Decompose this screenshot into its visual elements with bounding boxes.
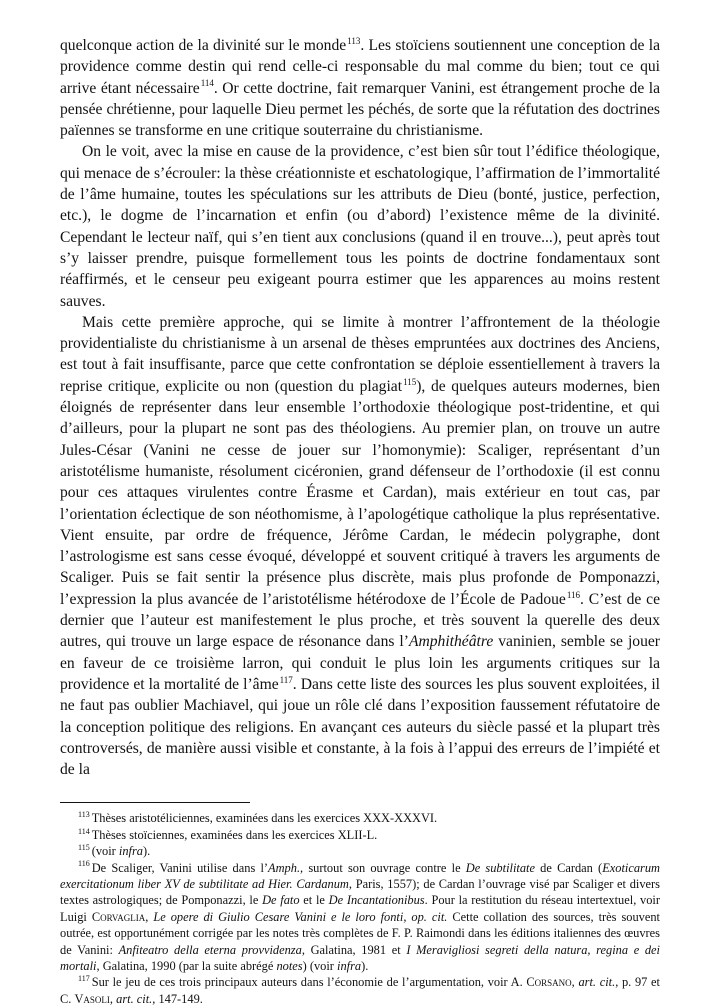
body-text (60, 35, 660, 780)
italic-text: Le opere di Giulio Cesare Vanini e le loro fonti (153, 909, 404, 924)
paragraph-text: . Dans cette liste des sources les plus souvent exploitées, il ne faut pas oublier Machiavel, qui joue un rôle clé dans l’exposition faussement réfutatoire de la conception politique des religions. En avançant ces auteurs du siècle passé et la plupart très controversés, de manière aussi visible et constante, à la fois à l’appui des erreurs de l’impiété et de la (60, 675, 660, 779)
author-name: Vasoli (74, 991, 110, 1006)
footnote-text: , Galatina, 1981 et (301, 942, 407, 957)
italic-text: art. cit. (116, 991, 153, 1006)
author-name: Corsano (526, 975, 572, 990)
footnote-text: , (145, 909, 154, 924)
footnote-number: 113 (78, 810, 90, 820)
footnote (60, 974, 660, 1007)
footnote-text: , Galatina, 1990 (par la suite abrégé (96, 959, 277, 974)
paragraph-text: ), de quelques auteurs modernes, bien éloignés de représenter dans leur ensemble l’orthodoxie théologique post-tridentine, et qui d’ailleurs, pour la plupart ne sont pas des théologiens. Au premier plan, on trouve un autre Jules-César (Vanini ne cesse de jouer sur l’homonymie): Scaliger, représentant d’un aristotélisme humaniste, résolument cicéronien, grand défenseur de l’orthodoxie (il est connu pour ces attaques virulentes contre Érasme et Cardan), mais extérieur en tout cas, par l’orientation éclectique de son néothomisme, à l’apologétique catholique la plus représentative. Vient ensuite, par ordre de fréquence, Jérôme Cardan, le médecin polygraphe, dont l’astrologisme est sans cesse évoqué, développé et souvent critiqué à travers les arguments de Scaliger. Puis se fait sentir la présence plus discrète, mais plus profonde de Pomponazzi, l’expression la plus avancée de l’aristotélisme hétérodoxe de l’École de Padoue (60, 377, 660, 608)
italic-text: De Incantationibus (328, 893, 425, 908)
italic-text: Anfiteatro della eterna provvidenza (118, 942, 302, 957)
footnote-text: Thèses aristotéliciennes, examinées dans les exercices XXX-XXXVI. (91, 811, 438, 826)
italic-text: art. cit. (578, 975, 616, 990)
paragraph-text: quelconque action de la divinité sur le monde (60, 37, 347, 54)
footnote-text: de Cardan ( (534, 860, 603, 875)
footnote (60, 810, 660, 826)
footnote-text: , p. 97 et C. (60, 975, 660, 1006)
page (60, 35, 660, 1007)
paragraph-text: vaninien, semble se jouer en faveur de ce troisième larron, qui conduit le plus loin les arguments critiques sur la providence et la mortalité de l’âme (60, 633, 660, 693)
footnote-reference: 114 (200, 78, 214, 89)
footnote-text: , Paris, 1557); de Cardan l’ouvrage visé par Scaliger et divers textes astrologiques; de Pomponazzi, le (60, 877, 660, 908)
italic-text: I Meravigliosi segreti della natura, regina e dei mortali (60, 942, 660, 974)
footnote-text: ). (143, 844, 151, 859)
footnote-number: 114 (78, 826, 90, 836)
footnote-reference: 116 (566, 589, 581, 600)
footnote-reference: 115 (403, 376, 417, 387)
italic-text: infra (337, 959, 362, 974)
footnote-text: et le (299, 893, 329, 908)
italic-text: Amphithéâtre (408, 633, 494, 651)
italic-text: De subtilitate (465, 860, 535, 875)
footnote-text: ) (voir (302, 959, 338, 974)
paragraph (60, 312, 660, 781)
italic-text: infra (118, 844, 143, 859)
italic-text: Amph., (268, 860, 304, 875)
author-name: Corvaglia (91, 909, 146, 924)
footnote-separator (60, 802, 250, 803)
paragraph-text: . Or cette doctrine, fait remarquer Vanini, est étrangement proche de la pensée chrétienne, pour laquelle Dieu permet les péchés, de sorte que la réfutation des doctrines païennes se transforme en une critique souterraine du christianisme. (60, 79, 661, 140)
footnote-reference: 117 (279, 674, 293, 685)
footnote (60, 827, 660, 843)
paragraph-text: . C’est de ce dernier que l’auteur est manifestement le plus proche, et très souvent la querelle des deux autres, qui trouve un large espace de résonance dans l’ (60, 590, 660, 651)
paragraph (60, 141, 660, 311)
footnote-text: Cette collation des sources, très souvent outrée, est opportunément corrigée par les notes très complètes de F. P. Raimondi dans les éditions italiennes des œuvres de Vanini: (60, 909, 660, 957)
footnote-text: , (403, 909, 412, 924)
footnotes (60, 810, 660, 1007)
footnote-number: 117 (78, 974, 90, 984)
italic-text: notes (276, 959, 303, 974)
footnote-number: 115 (78, 843, 90, 853)
footnote (60, 843, 660, 859)
footnote-text: , (571, 975, 579, 990)
paragraph (60, 35, 660, 141)
footnote-text: . Pour la restitution du réseau intertextuel, voir Luigi (60, 893, 660, 924)
paragraph-text: On le voit, avec la mise en cause de la providence, c’est bien sûr tout l’édifice théologique, qui menace de s’écrouler: la thèse créationniste et eschatologique, l’affirmation de l’immortalité de l’âme humaine, toutes les spéculations sur les attributs de Dieu (bonté, justice, perfection, etc.), le dogme de l’incarnation et enfin (ou d’abord) l’existence même de la divinité. Cependant le lecteur naïf, qui s’en tient aux conclusions (quand il en trouve...), peut après tout s’y laisser prendre, puisque formellement tous les points de doctrine fondamentaux sont réaffirmés, et le censeur peu exigeant pourra estimer que les apparences au moins restent sauves. (60, 143, 660, 310)
footnote-text: , (109, 991, 117, 1006)
footnote-text: surtout son ouvrage contre le (303, 860, 466, 875)
italic-text: Exoticarum exercitationum liber XV de subtilitate ad Hier. Cardanum (60, 860, 660, 892)
footnote-text: ). (361, 959, 369, 974)
footnote-reference: 113 (347, 35, 361, 46)
footnote-text: , 147-149. (152, 991, 203, 1006)
footnote (60, 860, 660, 975)
italic-text: De fato (262, 893, 300, 908)
paragraph-text: Mais cette première approche, qui se limite à montrer l’affrontement de la théologie providentialiste du christianisme à un arsenal de thèses empruntées aux doctrines des Anciens, est tout à fait insuffisante, parce que cette confrontation se déploie essentiellement à travers la reprise critique, explicite ou non (question du plagiat (60, 313, 660, 395)
footnote-number: 116 (78, 859, 90, 869)
paragraph-text: . Les stoïciens soutiennent une conception de la providence comme destin qui rend celle-ci responsable du mal comme du bien; tout ce qui arrive étant nécessaire (60, 37, 660, 97)
footnote-text: Thèses stoïciennes, examinées dans les exercices XLII-L. (91, 827, 378, 842)
footnote-text: De Scaliger, Vanini utilise dans l’ (91, 860, 269, 875)
footnote-text: Sur le jeu de ces trois principaux auteurs dans l’économie de l’argumentation, voir A. (91, 975, 527, 990)
italic-text: op. cit. (411, 909, 448, 924)
footnote-text: (voir (91, 844, 119, 859)
